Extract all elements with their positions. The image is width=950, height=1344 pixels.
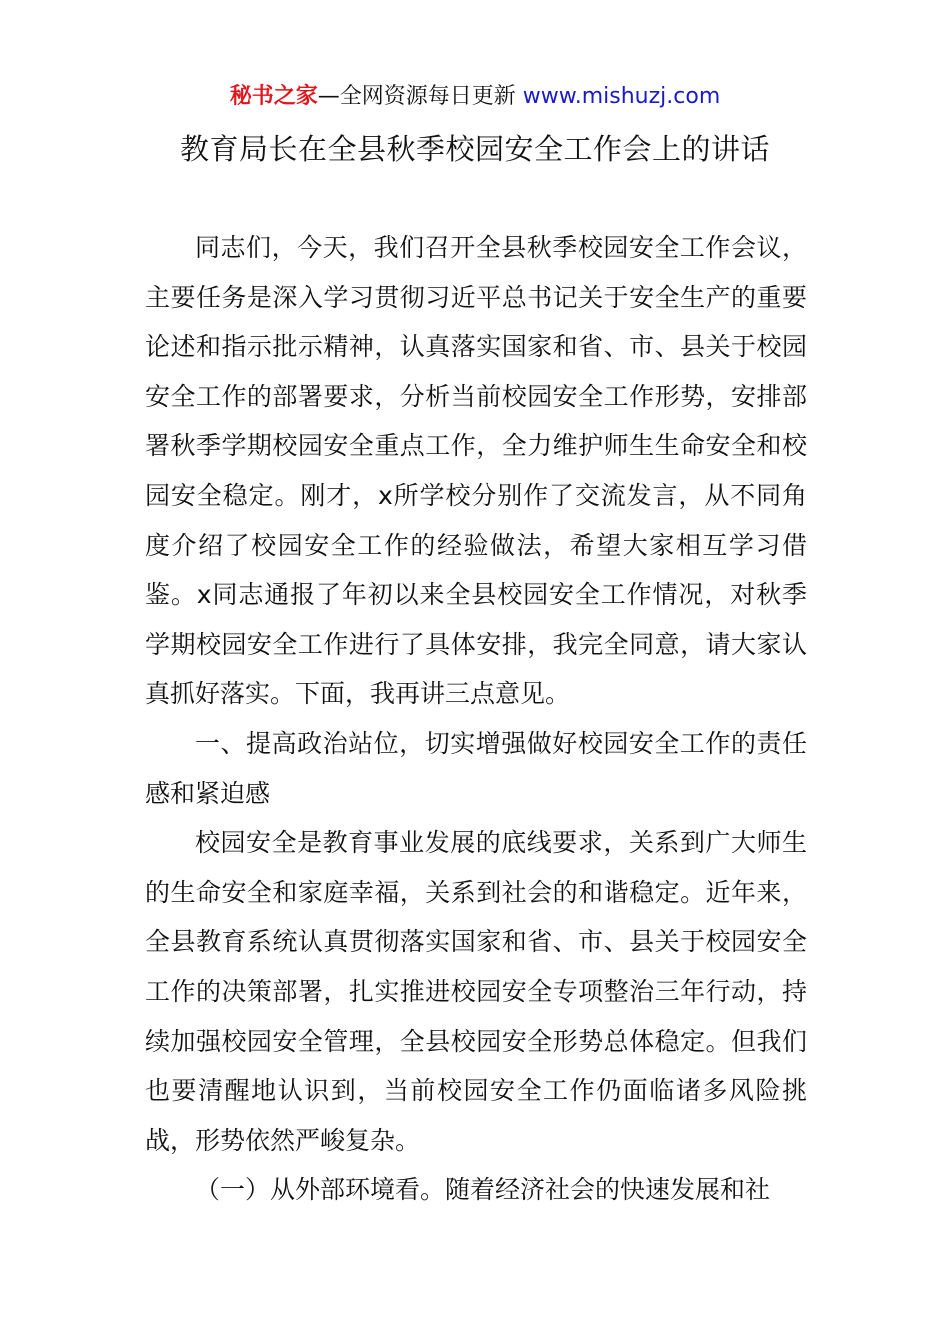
brand-name: 秘书之家 xyxy=(229,84,318,109)
paragraph-external-environment: （一）从外部环境看。随着经济社会的快速发展和社 xyxy=(195,1175,771,1205)
site-header xyxy=(0,82,950,112)
document-title: 教育局长在全县秋季校园安全工作会上的讲话 xyxy=(179,132,770,166)
header-tagline: —全网资源每日更新 xyxy=(317,84,523,109)
paragraph-campus-safety: 校园安全是教育事业发展的底线要求，关系到广大师生的生命安全和家庭幸福，关系到社会的和谐稳定。近年来，全县教育系统认真贯彻落实国家和省、市、县关于校园安全工作的决策部署，扎实推进校园安全专项整治三年行动，持续加强校园安全管理，全县校园安全形势总体稳定。但我们也要清醒地认识到，当前校园安全工作仍面临诸多风险挑战，形势依然严峻复杂。 xyxy=(145,828,807,1155)
paragraph-opening: 同志们，今天，我们召开全县秋季校园安全工作会议，主要任务是深入学习贯彻习近平总书记关于安全生产的重要论述和指示批示精神，认真落实国家和省、市、县关于校园安全工作的部署要求，分析当前校园安全工作形势，安排部署秋季学期校园安全重点工作，全力维护师生生命安全和校园安全稳定。刚才，x所学校分别作了交流发言，从不同角度介绍了校园安全工作的经验做法，希望大家相互学习借鉴。x同志通报了年初以来全县校园安全工作情况，对秋季学期校园安全工作进行了具体安排，我完全同意，请大家认真抓好落实。下面，我再讲三点意见。 xyxy=(145,233,807,709)
section-heading-one: 一、提高政治站位，切实增强做好校园安全工作的责任感和紧迫感 xyxy=(145,728,807,808)
site-url-link[interactable]: www.mishuzj.com xyxy=(522,84,721,109)
document-body xyxy=(145,223,807,1215)
